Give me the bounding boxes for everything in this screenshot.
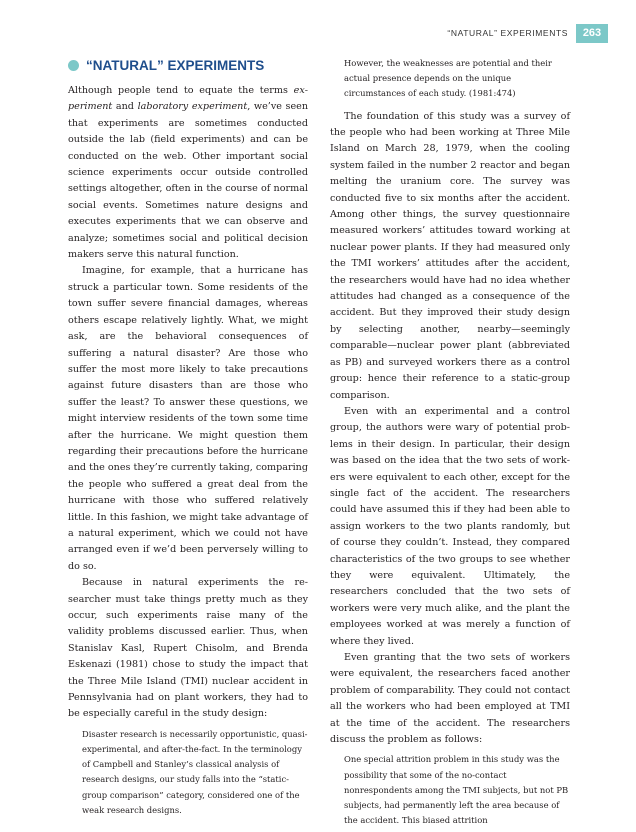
section-heading [68, 56, 308, 74]
paragraph: Because in natural experiments the researcher must take things pretty much as they occur, such experiments raise many of the validity problems discussed earlier. Thus, when Stanislav Kasl, Rupert Chisolm, and Brenda Eskenazi (1981) chose to study the impact that the Three Mile Island (TMI) nuclear accident in Pennsylvania had on plant workers, they had to be especially careful in the study design: [68, 577, 308, 720]
block-quote: One special attrition problem in this study was the possibility that some of the no-contact nonrespondents among the TMI subjects, but not PB subjects, had permanently left the area because of the accident. This biased attrition [344, 754, 569, 826]
paragraph: Even with an experimental and a control group, the authors were wary of potential problems in their design. In particular, their design was based on the idea that the two sets of workers were equivalent to each other, except for the single fact of the accident. The researchers could have assumed this if they had been able to assign workers to the two plants randomly, but of course they couldn’t. Instead, they compared characteristics of the two groups to see whether they were equivalent. Ultimately, the researchers concluded that the two sets of workers were very much alike, and the plant the employees worked at was merely a function of where they lived. [330, 405, 570, 647]
paragraph: Even granting that the two sets of workers were equivalent, the researchers faced another problem of comparability. They could not contact all the workers who had been employed at TMI at the time of the accident. The researchers discuss the problem as follows: [330, 652, 570, 746]
block-quote: Disaster research is necessarily opportunistic, quasi-experimental, and after-the-fact. In the terminology of Campbell and Stanley’s classical analysis of research designs, our study falls into the “static-group comparison” category, considered one of the weak research designs. [82, 728, 308, 815]
block-quote: However, the weaknesses are potential and their actual presence depends on the unique circumstances of each study. (1981:474) [344, 58, 552, 99]
left-column [68, 56, 308, 822]
section-title: “NATURAL” EXPERIMENTS [86, 57, 265, 73]
emphasis: laboratory experiment [137, 101, 248, 113]
running-head: “NATURAL” EXPERIMENTS [447, 28, 568, 38]
bullet-dot-icon [68, 60, 79, 71]
right-column [330, 56, 570, 832]
paragraph: Imagine, for example, that a hurricane has struck a particular town. Some residents of the town suffer severe financial damages, whereas others escape relatively lightly. What, we might ask, are the behavioral consequences of suffering a natural disaster? Are those who suffer the most more likely to take precautions against future disasters than are those who suffer the least? To answer these questions, we might interview residents of the town some time after the hurricane. We might question them regarding their precautions before the hurricane and the ones they’re currently taking, comparing the people who suffered a great deal from the hurricane with those who suffered relatively little. In this fashion, we might take advantage of a natural experiment, which we could not have arranged even if we’d been perversely willing to do so. [68, 265, 308, 572]
paragraph: Although people tend to equate the terms experiment and laboratory experiment, we’ve seen that experiments are sometimes conducted outside the lab (field experiments) and can be conducted on the web. Other important social science experiments occur outside controlled settings altogether, often in the course of normal social events. Sometimes nature designs and executes experiments that we can observe and analyze; sometimes social and political decision makers serve this natural function. [68, 85, 308, 261]
paragraph: The foundation of this study was a survey of the people who had been working at Three Mile Island on March 28, 1979, when the cooling system failed in the number 2 reactor and began melting the uranium core. The survey was conducted five to six months after the accident. Among other things, the survey questionnaire measured workers’ attitudes toward working at nuclear power plants. If they had measured only the TMI workers’ attitudes after the accident, the researchers would have had no idea whether attitudes had changed as a consequence of the accident. But they improved their study design by selecting another, nearby—seemingly comparable—nuclear power plant (abbreviated as PB) and surveyed workers there as a control group: hence their reference to a static-group comparison. [330, 110, 570, 401]
emphasis: experiment [68, 85, 308, 113]
page-number: 263 [576, 24, 608, 43]
